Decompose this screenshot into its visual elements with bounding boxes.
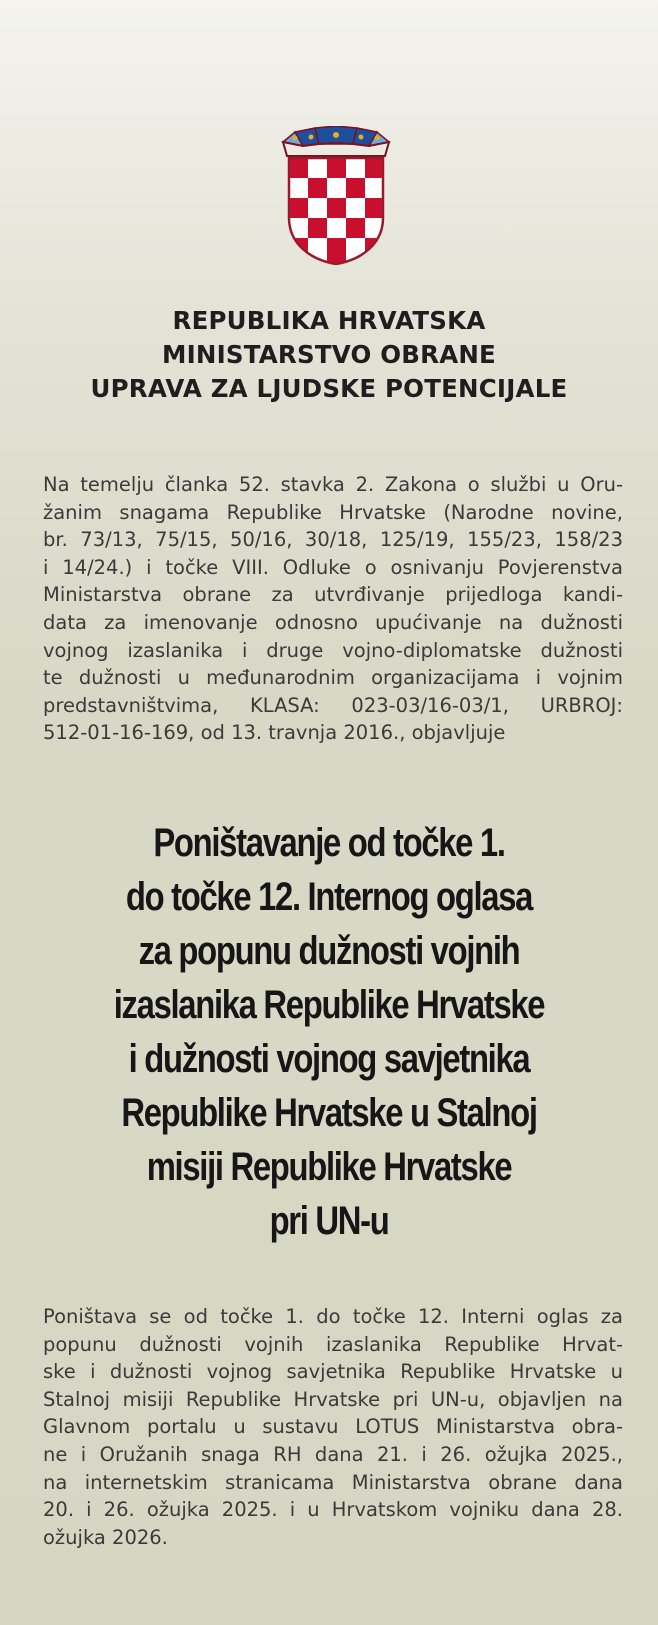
title-line: do točke 12. Internog oglasa xyxy=(125,875,533,919)
intro-line: vojnog izaslanika i druge vojno-diplomatske dužnosti xyxy=(43,638,623,662)
body-line: ne i Oružanih snaga RH dana 21. i 26. ožujka 2025., xyxy=(43,1442,623,1466)
title-line: i dužnosti vojnog savjetnika xyxy=(128,1037,530,1081)
crown xyxy=(283,126,389,156)
intro-line: data za imenovanje odnosno upućivanje na dužnosti xyxy=(43,610,623,634)
ministry-name: MINISTARSTVO OBRANE xyxy=(161,340,496,369)
body-line: Stalnoj misiji Republike Hrvatske pri UN-u, objavljen na xyxy=(43,1387,623,1411)
body-line: Poništava se od točke 1. do točke 12. Interni oglas za xyxy=(43,1305,623,1328)
notice-title xyxy=(59,816,599,1248)
intro-line: i 14/24.) i točke VIII. Odluke o osnivanju Povjerenstva xyxy=(43,555,623,579)
department-name: UPRAVA ZA LJUDSKE POTENCIJALE xyxy=(90,374,568,403)
intro-line: br. 73/13, 75/15, 50/16, 30/18, 125/19, 155/23, 158/23 xyxy=(43,528,623,552)
intro-line: predstavništvima, KLASA: 023-03/16-03/1, URBROJ: xyxy=(43,693,623,717)
title-line: Poništavanje od točke 1. xyxy=(153,821,505,865)
title-line: izaslanika Republike Hrvatske xyxy=(113,983,545,1027)
cancellation-paragraph xyxy=(43,1303,623,1551)
croatian-coat-of-arms-icon xyxy=(281,126,391,266)
title-line: Republike Hrvatske u Stalnoj xyxy=(121,1091,537,1135)
institution-header xyxy=(0,304,658,406)
title-line: misiji Republike Hrvatske xyxy=(146,1145,512,1189)
country-name: REPUBLIKA HRVATSKA xyxy=(172,306,486,335)
title-line: za popunu dužnosti vojnih xyxy=(138,929,520,973)
intro-line: Ministarstva obrane za utvrđivanje prijedloga kandi- xyxy=(43,583,623,607)
body-line: ske i dužnosti vojnog savjetnika Republike Hrvatske u xyxy=(43,1360,623,1384)
intro-line: Na temelju članka 52. stavka 2. Zakona o službi u Oru- xyxy=(43,473,623,496)
intro-line: žanim snagama Republike Hrvatske (Narodne novine, xyxy=(43,500,623,524)
title-line: pri UN-u xyxy=(269,1199,389,1243)
body-line: 20. i 26. ožujka 2025. i u Hrvatskom vojniku dana 28. xyxy=(43,1498,623,1522)
body-line: na internetskim stranicama Ministarstva obrane dana xyxy=(43,1470,623,1494)
legal-basis-paragraph xyxy=(43,471,623,747)
body-line: Glavnom portalu u sustavu LOTUS Ministarstva obra- xyxy=(43,1415,623,1439)
intro-line: te dužnosti u međunarodnim organizacijama i vojnim xyxy=(43,666,623,690)
body-line: popunu dužnosti vojnih izaslanika Republike Hrvat- xyxy=(43,1332,623,1356)
intro-line: 512-01-16-169, od 13. travnja 2016., objavljuje xyxy=(43,721,506,745)
body-line: ožujka 2026. xyxy=(43,1525,168,1549)
